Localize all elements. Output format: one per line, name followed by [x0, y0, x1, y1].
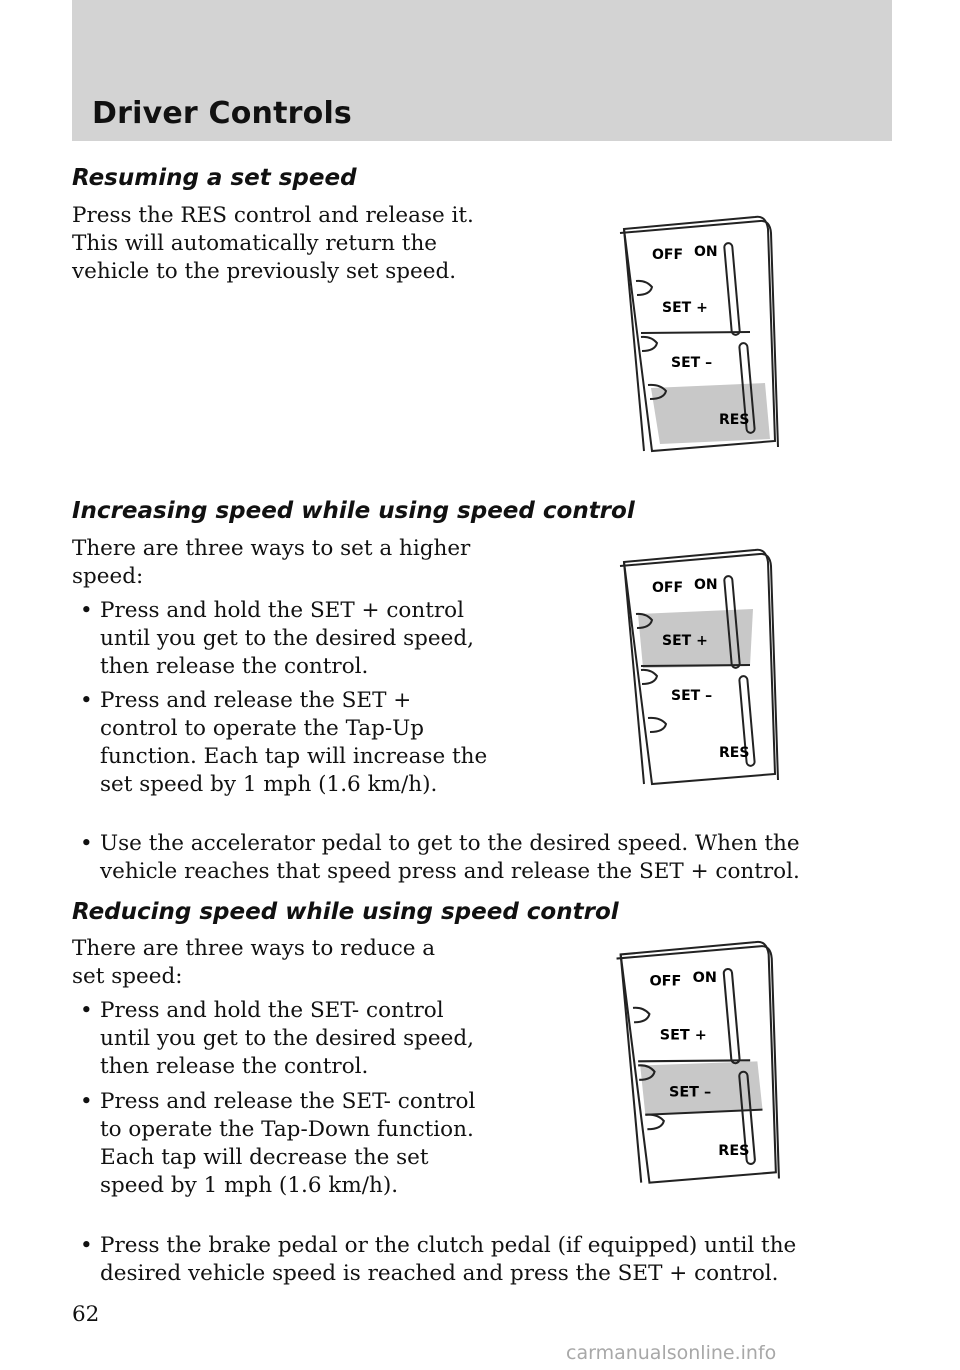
increase-bullet-1 [72, 597, 492, 681]
bullet-text: Press and release the SET + control to operate the Tap-Up function. Each tap will increase the set speed by 1 mph (1.6 km/h). [100, 688, 488, 797]
watermark: carmanualsonline.info [566, 1342, 777, 1364]
header-band [72, 0, 892, 141]
section-title-increase: Increasing speed while using speed control [72, 498, 635, 524]
reduce-bullet-2 [72, 1088, 492, 1200]
bullet-dot: • [80, 1089, 93, 1114]
increase-bullet-2 [72, 687, 492, 799]
bullet-text: Press and hold the SET + control until you get to the desired speed, then release the control. [100, 598, 474, 679]
switch-label-on: ON [692, 970, 717, 987]
header-title: Driver Controls [92, 96, 352, 131]
speed-control-switch-res-highlighted [600, 215, 780, 455]
switch-label-set-plus: SET + [662, 300, 708, 316]
section-title-reduce: Reducing speed while using speed control [72, 899, 619, 925]
switch-label-set-plus: SET + [662, 633, 708, 649]
switch-label-off: OFF [652, 247, 684, 263]
page-number: 62 [72, 1302, 100, 1327]
bullet-dot: • [80, 598, 93, 623]
reduce-bullet-1 [72, 997, 492, 1081]
switch-label-res: RES [719, 745, 750, 761]
switch-label-set-minus: SET – [671, 355, 713, 371]
reduce-intro: There are three ways to reduce a set speed: [72, 936, 436, 989]
switch-label-res: RES [718, 1142, 750, 1159]
speed-control-switch-set-plus-highlighted [600, 548, 780, 788]
switch-label-set-plus: SET + [659, 1027, 707, 1044]
switch-label-on: ON [694, 244, 718, 260]
increase-intro: There are three ways to set a higher speed: [72, 536, 471, 589]
bullet-text: Press and hold the SET- control until you get to the desired speed, then release the control. [100, 998, 474, 1079]
switch-label-set-minus: SET – [671, 688, 713, 704]
bullet-dot: • [80, 998, 93, 1023]
bullet-text: Press and release the SET- control to operate the Tap-Down function. Each tap will decrease the set speed by 1 mph (1.6 km/h). [100, 1089, 476, 1198]
bullet-text: Use the accelerator pedal to get to the desired speed. When the vehicle reaches that speed press and release the SET + control. [100, 831, 800, 884]
bullet-dot: • [80, 831, 93, 856]
resume-paragraph: Press the RES control and release it. This will automatically return the vehicle to the previously set speed. [72, 203, 474, 284]
switch-label-off: OFF [652, 580, 684, 596]
switch-label-on: ON [694, 577, 718, 593]
switch-label-off: OFF [649, 973, 682, 990]
section-title-resume: Resuming a set speed [72, 165, 357, 191]
bullet-dot: • [80, 688, 93, 713]
bullet-dot: • [80, 1233, 93, 1258]
switch-label-res: RES [719, 412, 750, 428]
switch-label-set-minus: SET – [668, 1084, 712, 1101]
speed-control-switch-set-minus-highlighted [596, 940, 781, 1195]
bullet-text: Press the brake pedal or the clutch pedal (if equipped) until the desired vehicle speed is reached and press the SET + control. [100, 1233, 797, 1286]
increase-bullet-3 [72, 830, 852, 886]
reduce-bullet-3 [72, 1232, 852, 1288]
